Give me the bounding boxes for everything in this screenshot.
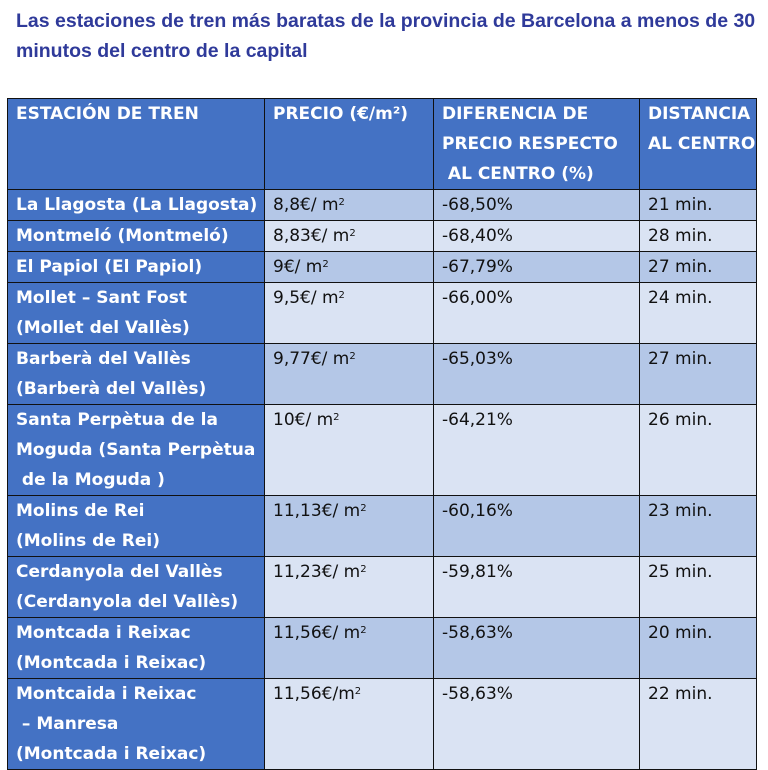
price-cell (265, 283, 434, 344)
station-cell (8, 679, 265, 770)
price-unit-exponent: 2 (338, 290, 345, 301)
price-value: 11,23€/ m (273, 562, 361, 582)
header-station: ESTACIÓN DE TREN (8, 99, 265, 190)
price-value: 10€/ m (273, 410, 334, 430)
price-unit-exponent: 2 (349, 228, 356, 239)
distance-cell: 27 min. (640, 344, 757, 405)
station-name-line: (Barberà del Vallès) (16, 379, 207, 399)
station-cell (8, 221, 265, 252)
price-value: 11,13€/ m (273, 501, 361, 521)
price-value: 8,83€/ m (273, 226, 350, 246)
price-unit-exponent: 2 (349, 351, 356, 362)
distance-cell: 22 min. (640, 679, 757, 770)
station-name-line: Montmeló (Montmeló) (16, 226, 229, 246)
station-name-line: Cerdanyola del Vallès (16, 562, 223, 582)
table-row (8, 557, 757, 618)
diff-cell: -64,21% (434, 405, 640, 496)
station-name-line: La Llagosta (La Llagosta) (16, 195, 258, 215)
diff-cell: -66,00% (434, 283, 640, 344)
price-unit-exponent: 2 (333, 412, 340, 423)
distance-cell: 26 min. (640, 405, 757, 496)
table-row (8, 496, 757, 557)
distance-cell: 27 min. (640, 252, 757, 283)
header-diff: DIFERENCIA DE PRECIO RESPECTO AL CENTRO (%) (434, 99, 640, 190)
price-unit-exponent: 2 (360, 564, 367, 575)
station-name-line: Molins de Rei (16, 501, 145, 521)
station-name-line: Santa Perpètua de la (16, 410, 218, 430)
price-unit-exponent: 2 (322, 259, 329, 270)
diff-cell: -68,50% (434, 190, 640, 221)
table-row (8, 190, 757, 221)
station-cell (8, 405, 265, 496)
station-name-line: (Molins de Rei) (16, 531, 160, 551)
diff-cell: -67,79% (434, 252, 640, 283)
price-unit-exponent: 2 (360, 503, 367, 514)
table-row (8, 283, 757, 344)
station-cell (8, 557, 265, 618)
station-name-line: – Manresa (16, 714, 119, 734)
station-name-line: (Montcada i Reixac) (16, 744, 207, 764)
distance-cell: 21 min. (640, 190, 757, 221)
station-cell (8, 344, 265, 405)
price-cell (265, 344, 434, 405)
table-row (8, 405, 757, 496)
station-cell (8, 496, 265, 557)
price-value: 9,77€/ m (273, 349, 350, 369)
distance-cell: 24 min. (640, 283, 757, 344)
price-cell (265, 618, 434, 679)
distance-cell: 28 min. (640, 221, 757, 252)
station-cell (8, 190, 265, 221)
station-name-line: (Mollet del Vallès) (16, 318, 190, 338)
diff-cell: -58,63% (434, 618, 640, 679)
distance-cell: 20 min. (640, 618, 757, 679)
distance-cell: 25 min. (640, 557, 757, 618)
station-name-line: de la Moguda ) (16, 470, 165, 490)
station-name-line: Barberà del Vallès (16, 349, 191, 369)
diff-cell: -58,63% (434, 679, 640, 770)
table-row (8, 679, 757, 770)
price-value: 8,8€/ m (273, 195, 339, 215)
station-name-line: Montcada i Reixac (16, 623, 191, 643)
price-cell (265, 405, 434, 496)
price-value: 11,56€/m (273, 684, 355, 704)
distance-cell: 23 min. (640, 496, 757, 557)
price-cell (265, 557, 434, 618)
header-price: PRECIO (€/m²) (265, 99, 434, 190)
table-row (8, 618, 757, 679)
station-name-line: (Cerdanyola del Vallès) (16, 592, 239, 612)
station-cell (8, 618, 265, 679)
station-name-line: Moguda (Santa Perpètua (16, 440, 256, 460)
price-value: 9,5€/ m (273, 288, 339, 308)
page-title: Las estaciones de tren más baratas de la provincia de Barcelona a menos de 30 minutos del centro de la capital (16, 10, 756, 62)
header-distance: DISTANCIA AL CENTRO (640, 99, 757, 190)
station-name-line: (Montcada i Reixac) (16, 653, 207, 673)
stations-table (7, 98, 757, 770)
station-name-line: Montcaida i Reixac (16, 684, 197, 704)
diff-cell: -60,16% (434, 496, 640, 557)
price-unit-exponent: 2 (360, 625, 367, 636)
table-row (8, 252, 757, 283)
price-cell (265, 221, 434, 252)
diff-cell: -59,81% (434, 557, 640, 618)
station-name-line: El Papiol (El Papiol) (16, 257, 203, 277)
price-unit-exponent: 2 (338, 197, 345, 208)
station-name-line: Mollet – Sant Fost (16, 288, 187, 308)
price-cell (265, 679, 434, 770)
price-cell (265, 252, 434, 283)
table-row (8, 344, 757, 405)
table-row (8, 221, 757, 252)
price-cell (265, 190, 434, 221)
price-unit-exponent: 2 (354, 686, 362, 697)
table-header-row (8, 99, 757, 190)
station-cell (8, 283, 265, 344)
station-cell (8, 252, 265, 283)
diff-cell: -65,03% (434, 344, 640, 405)
diff-cell: -68,40% (434, 221, 640, 252)
price-value: 9€/ m (273, 257, 323, 277)
price-cell (265, 496, 434, 557)
price-value: 11,56€/ m (273, 623, 361, 643)
